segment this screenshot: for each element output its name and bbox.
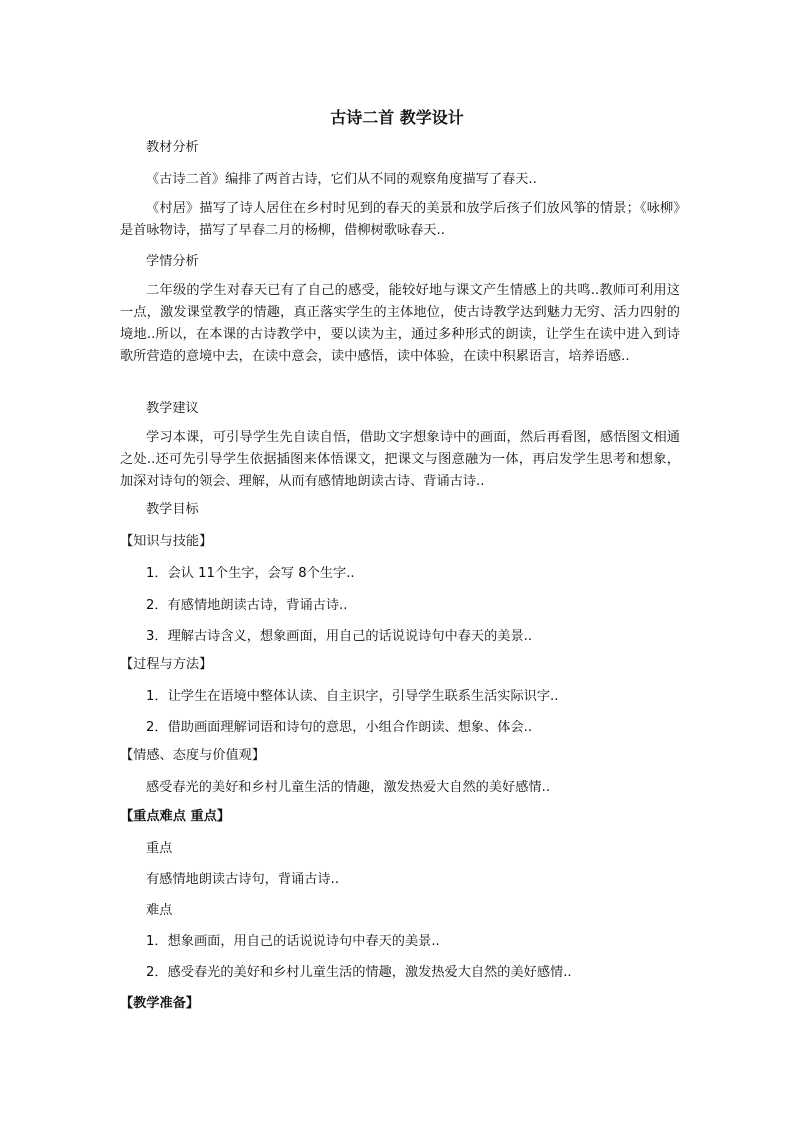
difficult-item-2: 2．感受春光的美好和乡村儿童生活的情趣，激发热爱大自然的美好感情..	[146, 965, 572, 980]
difficult-point-label: 难点	[146, 903, 173, 918]
key-point-label: 重点	[146, 841, 173, 856]
student-analysis-paragraph: 二年级的学生对春天已有了自己的感受，能较好地与课文产生情感上的共鸣..教师可利用这一点，激发课堂教学的情趣，真正落实学生的主体地位，使古诗教学达到魅力无穷、活力四射的境地..所以，在本课的古诗教学中，要以读为主，通过多种形式的朗读，让学生在读中进入到诗歌所营造的意境中去，在读中意会，读中感悟，读中体验，在读中积累语言，培养语感..	[120, 283, 680, 364]
key-point-text: 有感情地朗读古诗句，背诵古诗..	[146, 872, 340, 887]
knowledge-item-3: 3．理解古诗含义，想象画面，用自己的话说说诗句中春天的美景..	[146, 629, 533, 644]
process-item-2: 2．借助画面理解词语和诗句的意思，小组合作朗读、想象、体会..	[146, 720, 533, 735]
teaching-advice-paragraph: 学习本课，可引导学生先自读自悟，借助文字想象诗中的画面，然后再看图，感悟图文相通之处..还可先引导学生依据插图来体悟课文，把课文与图意融为一体，再启发学生思考和想象，加深对诗句的领会、理解，从而有感情地朗读古诗、背诵古诗..	[120, 430, 680, 489]
knowledge-skills-heading: 【知识与技能】	[120, 534, 213, 549]
emotion-values-heading: 【情感、态度与价值观】	[120, 748, 266, 763]
key-difficult-heading: 【重点难点 重点】	[120, 809, 231, 824]
textbook-analysis-paragraph-1: 《古诗二首》编排了两首古诗，它们从不同的观察角度描写了春天..	[146, 172, 537, 187]
process-methods-heading: 【过程与方法】	[120, 657, 213, 672]
knowledge-item-1: 1．会认 11个生字，会写 8个生字..	[146, 566, 355, 581]
textbook-analysis-paragraph-2: 《村居》描写了诗人居住在乡村时见到的春天的美景和放学后孩子们放风筝的情景；《咏柳》是首咏物诗，描写了早春二月的杨柳，借柳树歌咏春天..	[120, 201, 680, 238]
process-item-1: 1．让学生在语境中整体认读、自主识字，引导学生联系生活实际识字..	[146, 689, 559, 704]
student-analysis-heading: 学情分析	[146, 254, 199, 269]
knowledge-item-2: 2．有感情地朗读古诗，背诵古诗..	[146, 598, 348, 613]
document-title: 古诗二首 教学设计	[330, 108, 464, 127]
teaching-preparation-heading: 【教学准备】	[120, 996, 200, 1011]
emotion-item-1: 感受春光的美好和乡村儿童生活的情趣，激发热爱大自然的美好感情..	[146, 780, 551, 795]
teaching-advice-heading: 教学建议	[146, 401, 199, 416]
textbook-analysis-heading: 教材分析	[146, 140, 199, 155]
difficult-item-1: 1．想象画面，用自己的话说说诗句中春天的美景..	[146, 934, 440, 949]
teaching-goals-heading: 教学目标	[146, 502, 199, 517]
